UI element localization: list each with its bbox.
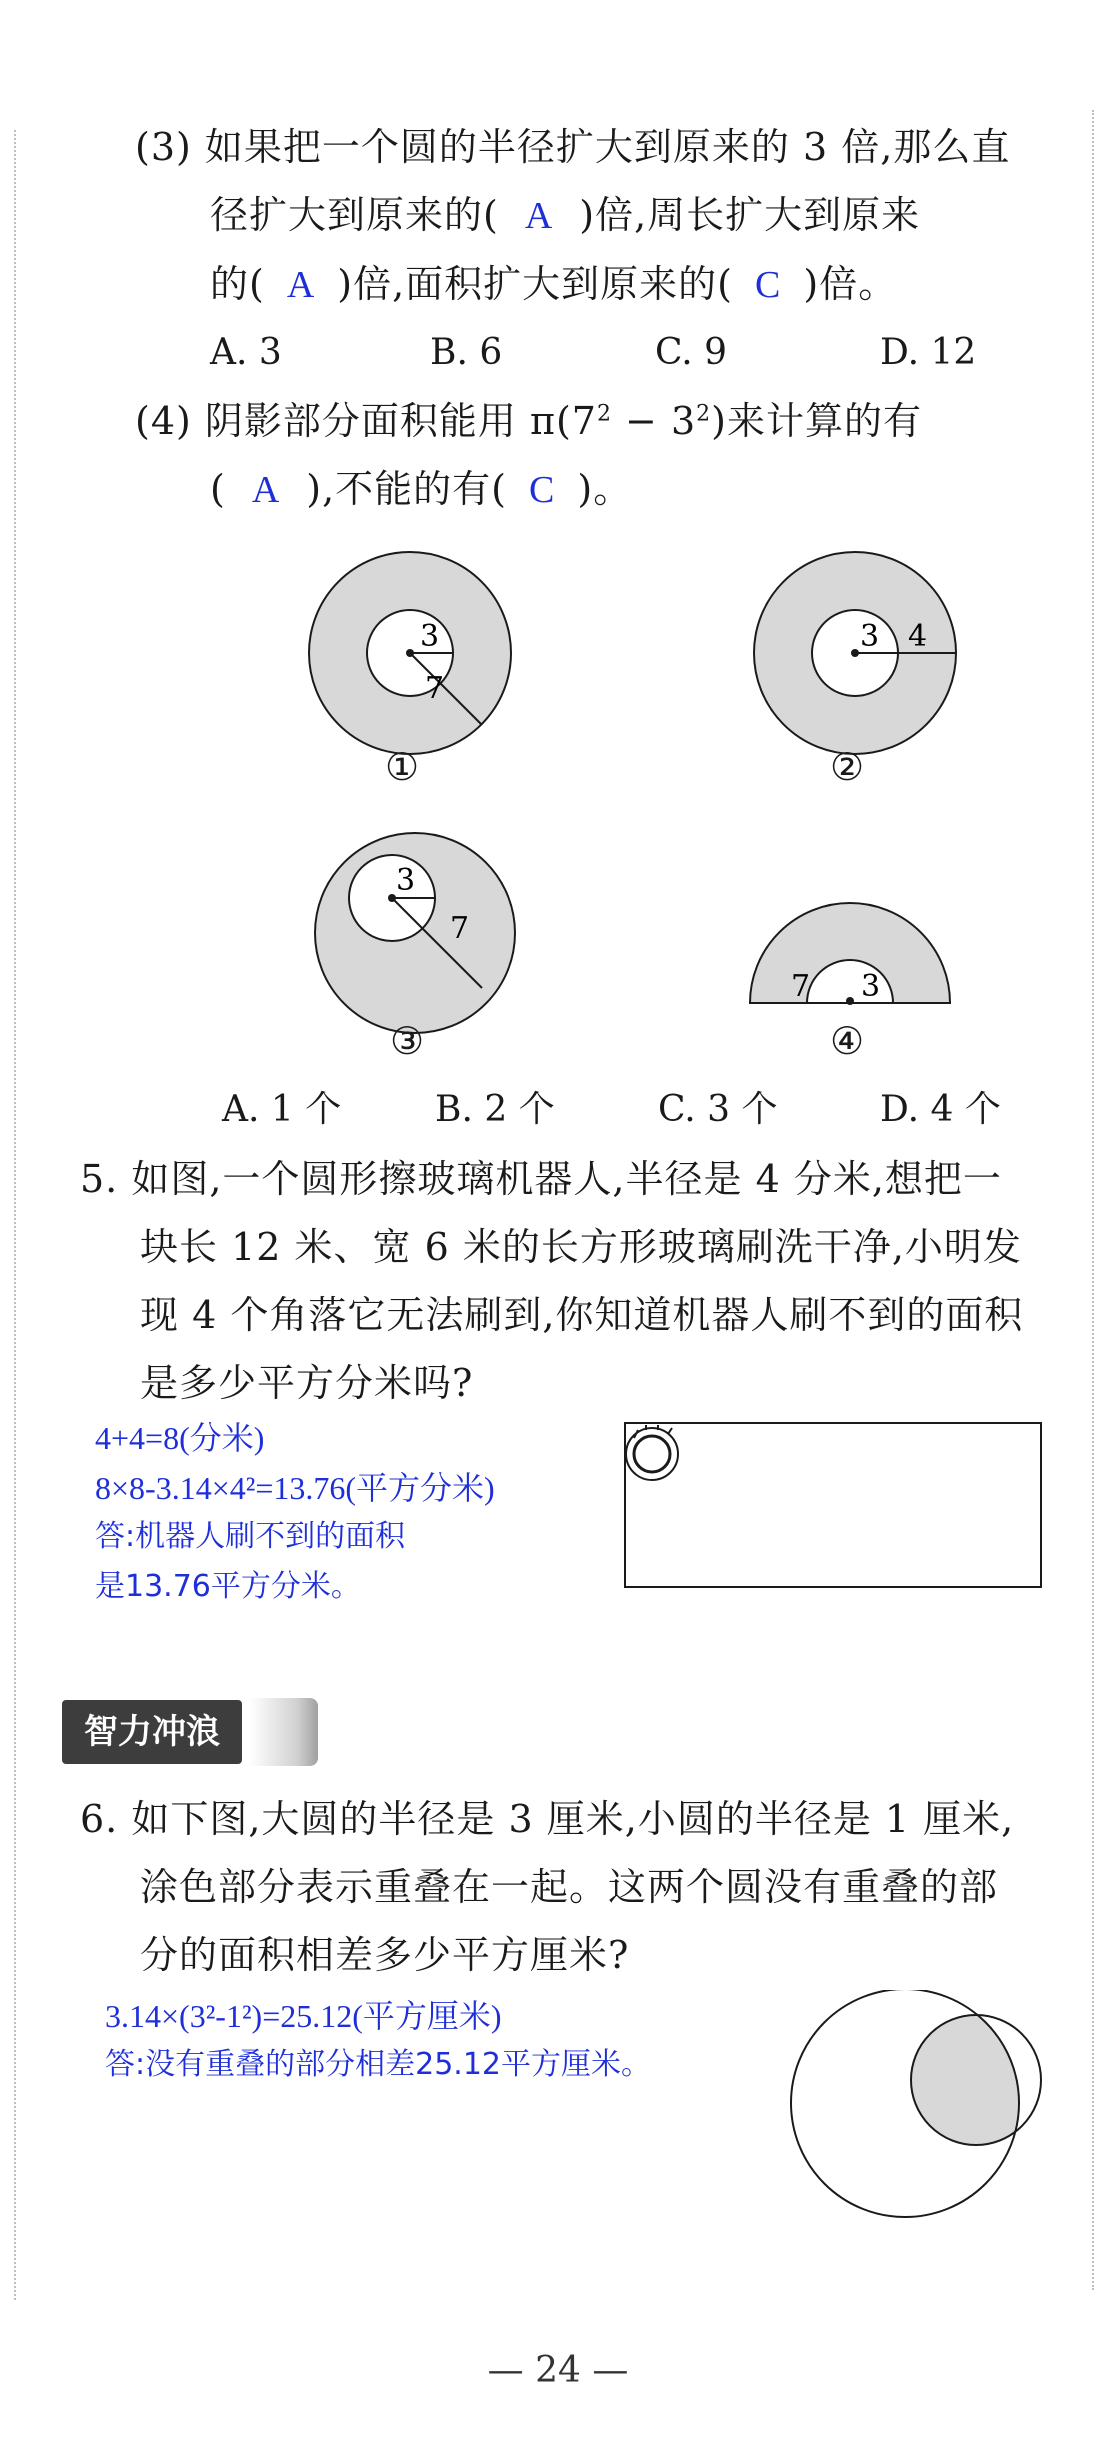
figure-1-label: ① [385,745,420,789]
q5-answer-line-2: 8×8-3.14×4²=13.76(平方分米) [95,1470,495,1506]
q6-answer-line-1: 3.14×(3²-1²)=25.12(平方厘米) [105,1998,502,2034]
figure-2-inner-radius: 3 [860,619,880,654]
q4-option-b: B. 2 个 [435,1089,555,1130]
q4-answer-cannot: C [529,469,556,511]
q4-line-2: ( A ),不能的有( C )。 [210,467,633,511]
q6-line-2: 涂色部分表示重叠在一起。这两个圆没有重叠的部 [140,1865,999,1909]
figure-3-outer-radius: 7 [450,911,470,946]
q3-answer-diameter: A [524,195,554,237]
q6-line-1: 6. 如下图,大圆的半径是 3 厘米,小圆的半径是 1 厘米, [80,1797,1015,1841]
figure-4-semicircle-ring [745,900,955,1010]
q5-line-1: 5. 如图,一个圆形擦玻璃机器人,半径是 4 分米,想把一 [80,1157,1002,1201]
q5-line-2: 块长 12 米、宽 6 米的长方形玻璃刷洗干净,小明发 [140,1225,1022,1269]
q5-answer-line-3: 答:机器人刷不到的面积 [95,1519,406,1554]
figure-1-outer-radius: 7 [425,671,445,706]
left-margin-dots [14,130,16,2300]
page-number: — 24 — [487,2350,629,2391]
q4-line-1: (4) 阴影部分面积能用 $\pi(7^2 - 3^2)$来计算的有 [135,399,922,443]
q5-line-3: 现 4 个角落它无法刷到,你知道机器人刷不到的面积 [140,1293,1024,1337]
q4-option-a: A. 1 个 [222,1089,342,1130]
q4-answer-can: A [251,469,281,511]
q3-option-b: B. 6 [430,332,503,373]
q6-overlapping-circles [790,1990,1060,2230]
q4-option-c: C. 3 个 [658,1089,778,1130]
figure-4-inner-radius: 3 [861,969,881,1004]
q5-answer-line-1: 4+4=8(分米) [95,1420,265,1456]
q5-line-4: 是多少平方分米吗? [140,1361,474,1405]
q6-line-3: 分的面积相差多少平方厘米? [140,1933,630,1977]
q3-line-2: 径扩大到原来的( A )倍,周长扩大到原来 [210,193,921,237]
figure-1-annulus [305,548,515,758]
q3-option-c: C. 9 [655,332,728,373]
q3-option-a: A. 3 [210,332,282,373]
figure-3-label: ③ [390,1019,425,1063]
q3-line-1: (3) 如果把一个圆的半径扩大到原来的 3 倍,那么直 [135,125,1011,169]
figure-3-eccentric-circles [310,828,520,1038]
q5-answer-line-4: 是13.76平方分米。 [95,1569,361,1604]
right-margin-dots [1092,110,1094,2290]
q3-line-3: 的( A )倍,面积扩大到原来的( C )倍。 [210,262,898,306]
figure-4-label: ④ [830,1019,865,1063]
figure-2-label: ② [830,745,865,789]
q5-glass-rectangle [622,1420,1046,1592]
q3-answer-area: C [755,264,782,306]
figure-2-annulus [750,548,960,758]
figure-3-inner-radius: 3 [396,863,416,898]
section-tag-decoration [250,1698,318,1766]
q3-option-d: D. 12 [880,332,977,373]
q4-option-d: D. 4 个 [880,1089,1001,1130]
q6-answer-line-2: 答:没有重叠的部分相差25.12平方厘米。 [105,2047,651,2082]
figure-4-outer-radius: 7 [791,969,811,1004]
q3-answer-perimeter: A [286,264,316,306]
section-title-tag: 智力冲浪 [62,1700,242,1764]
figure-1-inner-radius: 3 [420,619,440,654]
figure-2-outer-radius: 4 [908,619,928,654]
